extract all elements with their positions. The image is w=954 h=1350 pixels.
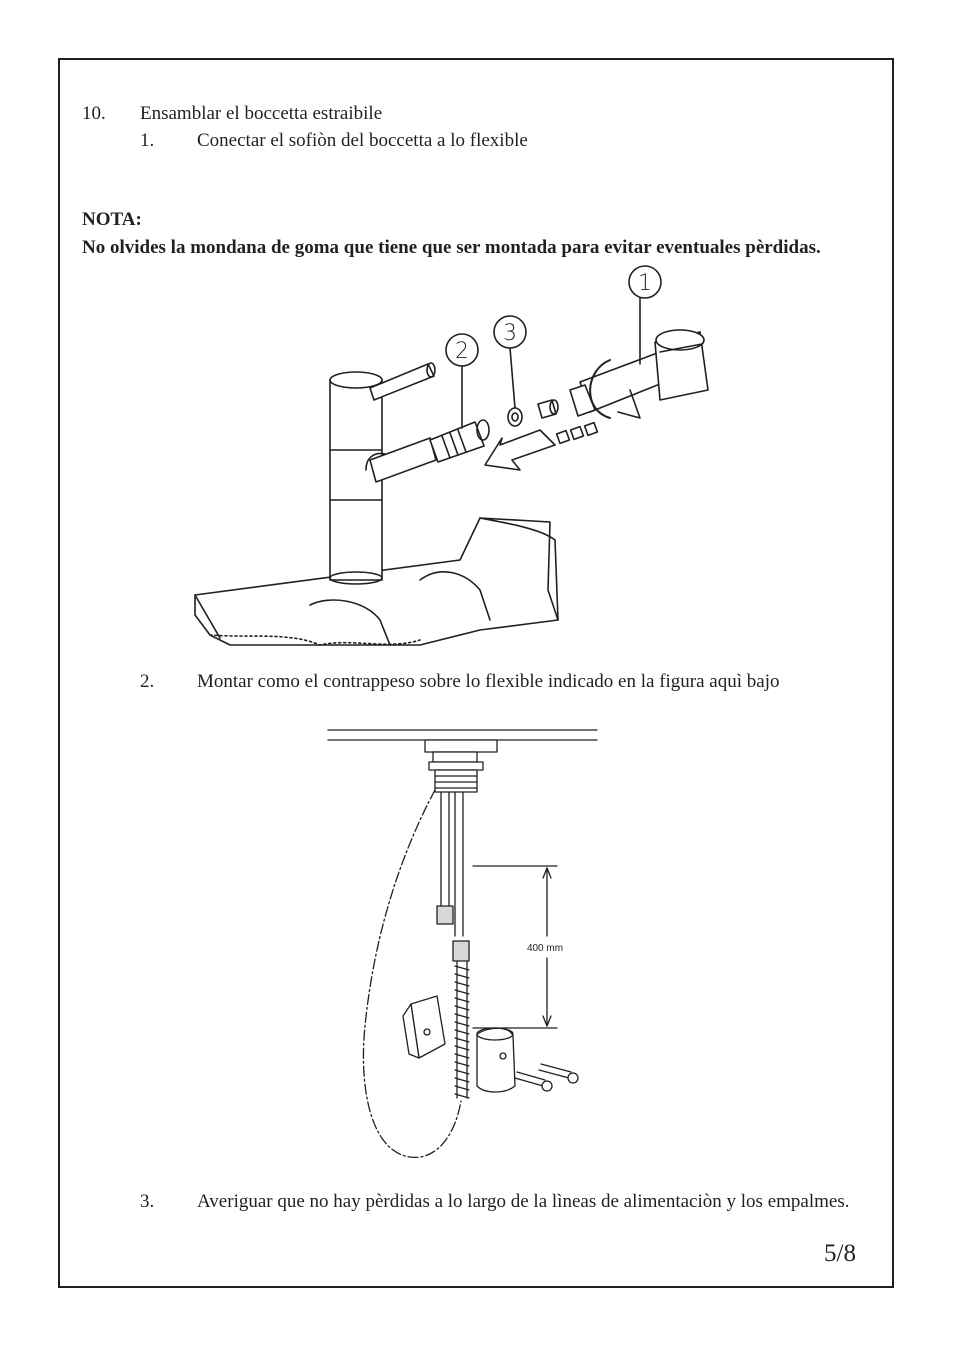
substep-text: Conectar el sofiòn del boccetta a lo flexible [197,130,528,151]
substep-text: Montar como el contrappeso sobre lo flexible indicado en la figura aquì bajo [197,671,780,692]
dimension-label: 400 mm [526,943,564,954]
faucet-assembly-diagram [190,260,730,655]
note-label: NOTA: [82,209,142,230]
counterweight-diagram [325,726,605,1166]
substep-number: 2. [140,671,155,692]
callout-3: 3 [503,321,517,346]
note-text: No olvides la mondana de goma que tiene que ser montada para evitar eventuales pèrdidas. [82,237,821,258]
step-number: 10. [82,103,106,124]
substep-text: Averiguar que no hay pèrdidas a lo largo de la lìneas de alimentaciòn y los empalmes. [197,1191,850,1212]
callout-1: 1 [638,271,652,296]
page-number: 5/8 [824,1240,856,1267]
step-title: Ensamblar el boccetta estraibile [140,103,383,124]
substep-number: 3. [140,1191,155,1212]
callout-2: 2 [455,339,469,364]
substep-number: 1. [140,130,155,151]
